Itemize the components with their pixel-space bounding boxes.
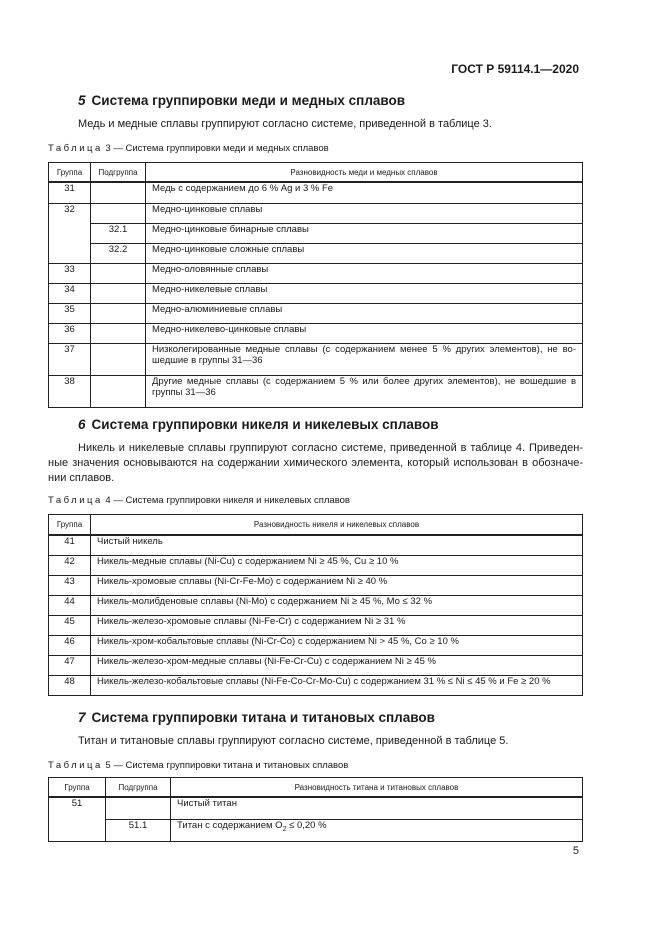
table-row [49,535,583,555]
description-cell: Никель-железо-кобальтовые сплавы (Ni-Fe-Co-Cr-Mo-Cu) с содержанием 31 % ≤ Ni ≤ 45 % и Fe ≥ 20 % [91,675,583,695]
column-header: Разновидность титана и титановых сплавов [171,778,583,798]
table-row [49,243,583,263]
table-row [49,615,583,635]
group-cell: 34 [49,283,91,303]
subgroup-cell [91,303,146,323]
table-row [49,323,583,343]
table-row [49,223,583,243]
description-cell: Медно-никелевые сплавы [146,283,583,303]
description-cell: Никель-медные сплавы (Ni-Cu) с содержанием Ni ≥ 45 %, Cu ≥ 10 % [91,555,583,575]
description-cell [171,819,583,841]
subgroup-cell: 51.1 [106,819,171,841]
description-cell: Медно-алюминиевые сплавы [146,303,583,323]
column-header: Разновидность никеля и никелевых сплавов [91,515,583,536]
column-header: Разновидность меди и медных сплавов [146,163,583,183]
description-cell: Другие медные сплавы (с содержанием 5 % или более других элементов), не вошедшие в группы 31—36 [146,375,583,407]
column-header: Подгруппа [106,778,171,798]
group-cell: 42 [49,555,91,575]
table-3-caption [48,143,329,154]
section-number: 6 [78,417,86,432]
group-cell: 47 [49,655,91,675]
group-cell: 32 [49,203,91,263]
caption-word: Таблица [48,760,103,771]
group-cell: 48 [49,675,91,695]
table-row [49,203,583,223]
caption-word: Таблица [48,143,103,154]
table-row [49,575,583,595]
caption-text: 4 — Система группировки никеля и никелевых сплавов [105,495,350,506]
description-cell: Никель-хромовые сплавы (Ni-Cr-Fe-Mo) с содержанием Ni ≥ 40 % [91,575,583,595]
table-5-caption [48,760,348,771]
description-cell: Никель-молибденовые сплавы (Ni-Mo) с содержанием Ni ≥ 45 %, Mo ≤ 32 % [91,595,583,615]
group-cell: 37 [49,343,91,375]
table-4 [48,514,583,696]
description-cell: Медь с содержанием до 6 % Ag и 3 % Fe [146,182,583,203]
subscript: 2 [282,825,287,833]
table-row [49,303,583,323]
section-7-heading [78,710,435,725]
table-5 [48,777,583,842]
caption-text: 3 — Система группировки меди и медных сплавов [105,143,329,154]
table-row [49,819,583,841]
section-title: Система группировки никеля и никелевых сплавов [91,417,439,432]
table-row [49,263,583,283]
description-text: ≤ 0,20 % [286,819,327,831]
table-row [49,635,583,655]
table-row [49,283,583,303]
description-text: Титан с содержанием O [177,819,283,831]
table-row [49,375,583,407]
description-cell: Чистый никель [91,535,583,555]
description-cell: Медно-оловянные сплавы [146,263,583,283]
column-header: Группа [49,163,91,183]
section-number: 7 [78,710,86,725]
table-row [49,675,583,695]
table-header-row [49,778,583,798]
table-row [49,595,583,615]
table-4-caption [48,495,350,506]
description-cell: Медно-цинковые сложные сплавы [146,243,583,263]
subgroup-cell [91,182,146,203]
description-cell: Никель-железо-хром-медные сплавы (Ni-Fe-Cr-Cu) с содержанием Ni ≥ 45 % [91,655,583,675]
group-cell: 51 [49,797,106,841]
description-cell: Медно-никелево-цинковые сплавы [146,323,583,343]
table-header-row [49,515,583,536]
caption-text: 5 — Система группировки титана и титановых сплавов [105,760,349,771]
section-title: Система группировки меди и медных сплавов [91,93,406,108]
group-cell: 44 [49,595,91,615]
page-number: 5 [572,845,579,857]
subgroup-cell: 32.1 [91,223,146,243]
subgroup-cell [91,263,146,283]
section-title: Система группировки титана и титановых сплавов [91,710,435,725]
group-cell: 43 [49,575,91,595]
table-row [49,343,583,375]
section-number: 5 [78,93,86,108]
column-header: Группа [49,778,106,798]
group-cell: 38 [49,375,91,407]
section-7-text: Титан и титановые сплавы группируют согласно системе, приведенной в таблице 5. [78,735,509,747]
subgroup-cell: 32.2 [91,243,146,263]
description-cell: Никель-хром-кобальтовые сплавы (Ni-Cr-Co) с содержанием Ni > 45 %, Co ≥ 10 % [91,635,583,655]
table-row [49,655,583,675]
description-cell: Медно-цинковые бинарные сплавы [146,223,583,243]
description-cell: Низколегированные медные сплавы (с содержанием менее 5 % других элементов), не во-шедшие в группы 31—36 [146,343,583,375]
section-5-heading [78,93,405,108]
subgroup-cell [91,323,146,343]
group-cell: 31 [49,182,91,203]
document-code: ГОСТ Р 59114.1—2020 [451,62,579,76]
section-5-text: Медь и медные сплавы группируют согласно системе, приведенной в таблице 3. [78,118,492,130]
subgroup-cell [91,203,146,223]
column-header: Группа [49,515,91,536]
group-cell: 41 [49,535,91,555]
table-header-row [49,163,583,183]
subgroup-cell [106,797,171,819]
description-cell: Никель-железо-хромовые сплавы (Ni-Fe-Cr) с содержанием Ni ≥ 31 % [91,615,583,635]
section-6-heading [78,417,439,432]
group-cell: 33 [49,263,91,283]
description-cell: Чистый титан [171,797,583,819]
group-cell: 45 [49,615,91,635]
table-row [49,555,583,575]
group-cell: 46 [49,635,91,655]
subgroup-cell [91,343,146,375]
column-header: Подгруппа [91,163,146,183]
subgroup-cell [91,375,146,407]
description-cell: Медно-цинковые сплавы [146,203,583,223]
caption-word: Таблица [48,495,103,506]
group-cell: 36 [49,323,91,343]
table-row [49,182,583,203]
group-cell: 35 [49,303,91,323]
table-row [49,797,583,819]
table-3 [48,162,583,408]
section-6-text: Никель и никелевые сплавы группируют согласно системе, приведенной в таблице 4. Приведен-ные значения основываются на содержании химического элемента, который использован в обозначе-нии сплавов. [48,442,583,484]
subgroup-cell [91,283,146,303]
